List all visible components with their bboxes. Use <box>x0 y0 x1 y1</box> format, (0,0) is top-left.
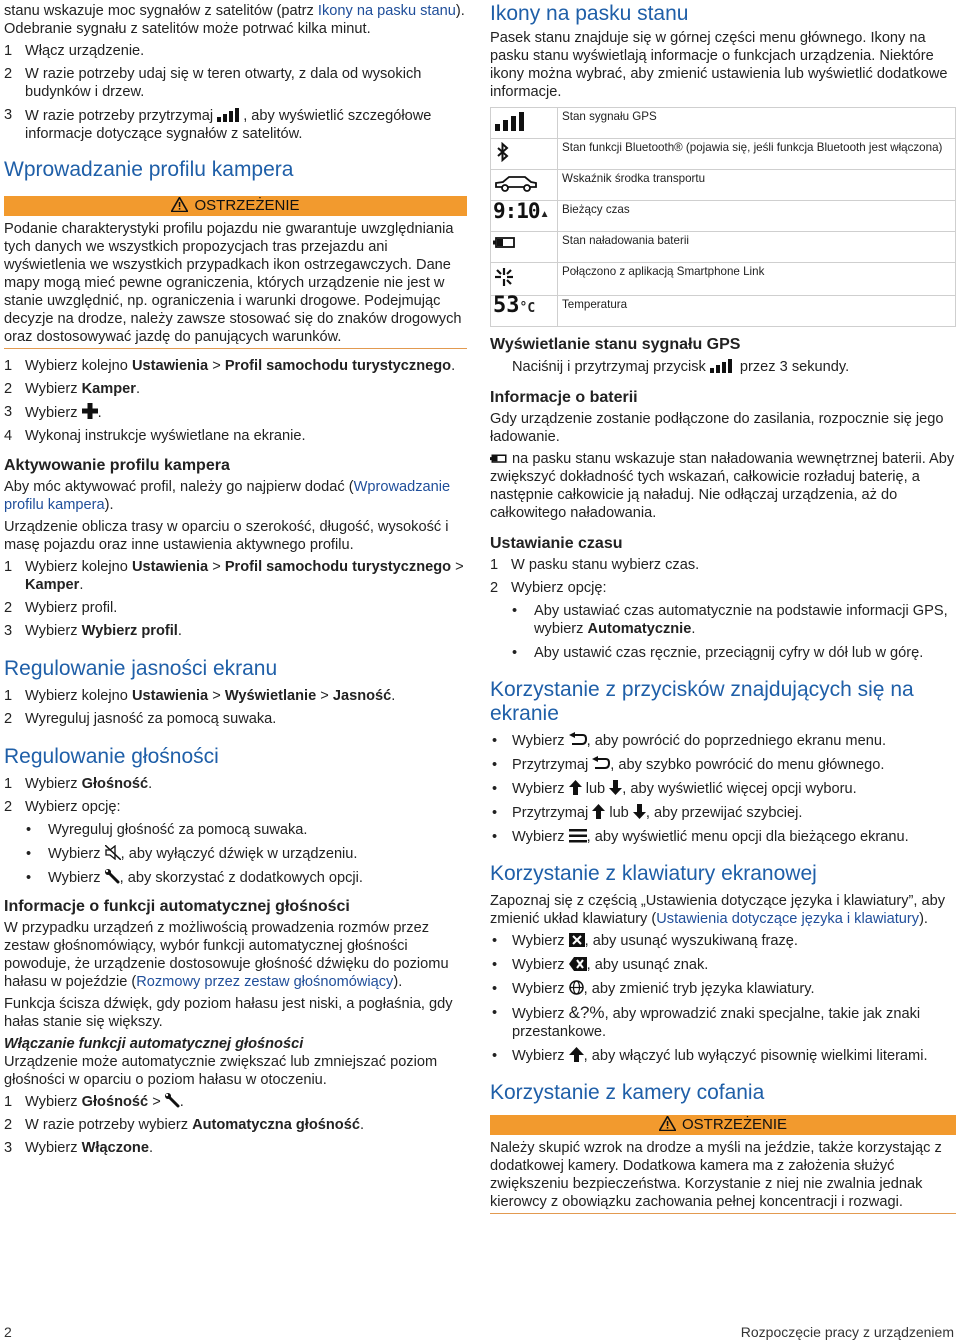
clear-icon <box>569 933 585 947</box>
auto-volume-paragraph-1: W przypadku urządzeń z możliwością prowadzenia rozmów przez zestaw głośnomówiący, wybór funkcji automatycznej głośności powoduje, że urządzenie dostosowuje głośność dźwięku do poziomu hałasu w pojeździe (Rozmowy przez zestaw głośnomówiący). <box>4 920 449 990</box>
auto-volume-paragraph-3: Urządzenie może automatycznie zwiększać lub zmniejszać poziom głośności w oparciu o poziom hałasu w otoczeniu. <box>4 1054 438 1088</box>
table-cell: Wskaźnik środka transportu <box>558 170 956 201</box>
status-icon-table <box>490 107 956 327</box>
symbols-icon: &?% <box>568 1003 605 1022</box>
keyboard-heading: Korzystanie z klawiatury ekranowej <box>490 862 817 885</box>
clock-icon: 9:10 <box>493 199 540 223</box>
status-icons-heading: Ikony na pasku stanu <box>490 2 689 25</box>
table-cell: Połączono z aplikacją Smartphone Link <box>558 263 956 296</box>
volume-option-tools: • Wybierz , aby skorzystać z dodatkowych opcji. <box>4 869 467 887</box>
wrench-icon <box>105 869 120 884</box>
keyboard-tip-symbols: • Wybierz &?%, aby wprowadzić znaki specjalne, takie jak znaki przestankowe. <box>490 1004 956 1041</box>
link-status-icons[interactable]: Ikony na pasku stanu <box>317 3 456 19</box>
intro-paragraph: stanu wskazuje moc sygnałów z satelitów (patrz Ikony na pasku stanu). Odebranie sygnału z satelitów może potrwać kilka minut. <box>4 3 465 37</box>
keyboard-tip-language: • Wybierz , aby zmienić tryb języka klawiatury. <box>490 980 956 998</box>
volume-step-1: 1 Wybierz Głośność. <box>4 776 153 792</box>
camera-warning-text: Należy skupić wzrok na drodze a myśli na jeździe, także korzystając z dodatkowej kamery. Dodatkowa kamera ma z założenia służyć zwiększeniu bezpieczeństwa. Korzystanie z niej nie zwalnia jednak kierowcy z obowiązku zachowania pełnej koncentracji i rozwagi. <box>490 1139 956 1214</box>
camera-warning-banner: OSTRZEŻENIE <box>490 1115 956 1135</box>
auto-volume-step-2: 2 W razie potrzeby wybierz Automatyczna głośność. <box>4 1117 364 1133</box>
buttons-heading: Korzystanie z przycisków znajdujących się na ekranie <box>490 678 914 725</box>
button-tip-home: • Przytrzymaj , aby szybko powrócić do menu głównego. <box>490 756 956 774</box>
warning-icon <box>171 197 188 212</box>
auto-volume-paragraph-2: Funkcja ścisza dźwięk, gdy poziom hałasu jest niski, a pogłaśnia, gdy hałas stanie się większy. <box>4 996 453 1030</box>
volume-option-slider: • Wyreguluj głośność za pomocą suwaka. <box>4 821 467 839</box>
intro-step-2: 2 W razie potrzeby udaj się w teren otwarty, z dala od wysokich budynków i drzew. <box>4 66 422 100</box>
table-row <box>491 139 956 170</box>
volume-heading: Regulowanie głośności <box>4 745 219 768</box>
wrench-icon <box>165 1093 180 1108</box>
warning-icon <box>659 1116 676 1131</box>
profile-step-4: 4 Wykonaj instrukcje wyświetlane na ekranie. <box>4 428 306 444</box>
back-icon <box>592 756 610 771</box>
gps-signal-icon <box>710 357 736 373</box>
table-row <box>491 108 956 139</box>
table-row: 53°C Temperatura <box>491 296 956 327</box>
left-column <box>4 0 467 1162</box>
activate-step-2: 2 Wybierz profil. <box>4 600 118 616</box>
table-row: 9:10▲ Bieżący czas <box>491 201 956 232</box>
battery-paragraph-2: na pasku stanu wskazuje stan naładowania wewnętrznej baterii. Aby zwiększyć dokładność tych wskazań, całkowicie rozładuj baterię, a następnie całkowicie ją naładuj. Nie odłączaj urządzenia, aż do całkowitego naładowania. <box>490 451 955 521</box>
brightness-step-2: 2 Wyreguluj jasność za pomocą suwaka. <box>4 711 277 727</box>
keyboard-paragraph: Zapoznaj się z częścią „Ustawienia dotyczące języka i klawiatury”, aby zmienić układ klawiatury (Ustawienia dotyczące języka i klawiatury). <box>490 893 946 927</box>
keyboard-tip-backspace: • Wybierz , aby usunąć znak. <box>490 956 956 974</box>
time-heading: Ustawianie czasu <box>490 535 623 552</box>
intro-step-3: 3 W razie potrzeby przytrzymaj , aby wyświetlić szczegółowe informacje dotyczące sygnałów z satelitów. <box>4 107 432 142</box>
camera-heading: Korzystanie z kamery cofania <box>490 1081 765 1104</box>
table-cell: Stan sygnału GPS <box>558 108 956 139</box>
intro-step-1: 1 Włącz urządzenie. <box>4 43 145 59</box>
warning-banner: OSTRZEŻENIE <box>4 196 467 216</box>
profile-heading: Wprowadzanie profilu kampera <box>4 158 294 181</box>
table-cell: Stan funkcji Bluetooth® (pojawia się, jeśli funkcja Bluetooth jest włączona) <box>558 139 956 170</box>
car-icon <box>493 173 539 193</box>
activate-step-3: 3 Wybierz Wybierz profil. <box>4 623 182 639</box>
activate-heading: Aktywowanie profilu kampera <box>4 457 230 474</box>
auto-volume-step-3: 3 Wybierz Włączone. <box>4 1140 154 1156</box>
time-step-2: 2 Wybierz opcję: <box>490 580 607 596</box>
button-tip-back: • Wybierz , aby powrócić do poprzedniego ekranu menu. <box>490 732 956 750</box>
keyboard-tip-clear: • Wybierz , aby usunąć wyszukiwaną frazę. <box>490 932 956 950</box>
auto-volume-heading: Informacje o funkcji automatycznej głośności <box>4 898 350 915</box>
volume-option-mute: • Wybierz , aby wyłączyć dźwięk w urządzeniu. <box>4 845 467 863</box>
plus-icon <box>82 403 98 419</box>
battery-heading: Informacje o baterii <box>490 389 638 406</box>
battery-icon <box>490 453 508 465</box>
shift-icon <box>569 1047 584 1062</box>
gps-status-heading: Wyświetlanie stanu sygnału GPS <box>490 336 741 353</box>
status-icons-paragraph: Pasek stanu znajduje się w górnej części menu głównego. Ikony na pasku stanu wyświetlają informacje o funkcjach urządzenia. Niektóre ikony można wybrać, aby zmienić ustawienia lub wyświetlić dodatkowe informacje. <box>490 30 948 100</box>
gps-signal-icon <box>493 111 533 131</box>
gps-status-paragraph: Naciśnij i przytrzymaj przycisk przez 3 sekundy. <box>512 359 850 375</box>
table-cell: Temperatura <box>558 296 956 327</box>
page-number: 2 <box>4 1324 12 1340</box>
profile-step-3: 3 Wybierz . <box>4 404 102 421</box>
time-option-auto: • Aby ustawiać czas automatycznie na podstawie informacji GPS, wybierz Automatycznie. <box>490 602 956 638</box>
brightness-heading: Regulowanie jasności ekranu <box>4 657 278 680</box>
right-column <box>490 0 956 1222</box>
time-option-manual: • Aby ustawić czas ręcznie, przeciągnij cyfry w dół lub w górę. <box>490 644 956 662</box>
activate-step-1: 1 Wybierz kolejno Ustawienia > Profil samochodu turystycznego > Kamper. <box>4 559 464 593</box>
battery-icon <box>493 235 517 251</box>
profile-step-1: 1 Wybierz kolejno Ustawienia > Profil samochodu turystycznego. <box>4 358 456 374</box>
warning-text: Podanie charakterystyki profilu pojazdu nie gwarantuje uwzględniania tych danych we wszystkich propozycjach tras przejazdu ani wyświetlenia we wszystkich przypadkach ikon ostrzegawczych. Dane mapy mogą mieć pewne ograniczenia, których urządzenie nie jest w stanie uwzględnić, np. ograniczenia i warunki drogowe. Podejmując decyzje na drodze, należy zawsze stosować się do znaków drogowych oraz dostosowywać jazdę do panujących warunków. <box>4 220 467 349</box>
time-step-1: 1 W pasku stanu wybierz czas. <box>490 557 700 573</box>
bluetooth-icon <box>493 142 513 162</box>
table-row <box>491 232 956 263</box>
back-icon <box>569 732 587 747</box>
table-cell: Stan naładowania baterii <box>558 232 956 263</box>
button-tip-menu: • Wybierz , aby wyświetlić menu opcji dla bieżącego ekranu. <box>490 828 956 846</box>
table-row <box>491 170 956 201</box>
temperature-icon: 53 <box>493 293 520 318</box>
gps-signal-icon <box>217 106 243 122</box>
profile-step-2: 2 Wybierz Kamper. <box>4 381 141 397</box>
arrow-down-icon <box>609 780 622 795</box>
auto-volume-step-1: 1 Wybierz Głośność > . <box>4 1094 184 1110</box>
arrow-up-icon <box>569 780 582 795</box>
link-language-keyboard[interactable]: Ustawienia dotyczące języka i klawiatury <box>656 911 920 927</box>
button-tip-scroll: • Przytrzymaj lub , aby przewijać szybciej. <box>490 804 956 822</box>
button-tip-more-options: • Wybierz lub , aby wyświetlić więcej opcji wyboru. <box>490 780 956 798</box>
activate-paragraph-2: Urządzenie oblicza trasy w oparciu o szerokość, długość, wysokość i masę pojazdu oraz inne ustawienia aktywnego profilu. <box>4 519 449 553</box>
activate-paragraph-1: Aby móc aktywować profil, należy go najpierw dodać (Wprowadzanie profilu kampera). <box>4 479 451 513</box>
smartphone-link-icon <box>493 266 515 288</box>
auto-volume-subheading: Włączanie funkcji automatycznej głośności <box>4 1036 304 1052</box>
battery-paragraph-1: Gdy urządzenie zostanie podłączone do zasilania, rozpocznie się jego ładowanie. <box>490 411 944 445</box>
arrow-down-icon <box>633 804 646 819</box>
keyboard-tip-shift: • Wybierz , aby włączyć lub wyłączyć pisownię wielkimi literami. <box>490 1047 956 1065</box>
link-profile-entry[interactable]: Wprowadzanie profilu kampera <box>4 479 451 513</box>
footer-section-title: Rozpoczęcie pracy z urządzeniem <box>740 1324 954 1340</box>
arrow-up-icon <box>592 804 605 819</box>
link-handsfree-calls[interactable]: Rozmowy przez zestaw głośnomówiący <box>136 974 394 990</box>
mute-icon <box>105 845 121 860</box>
volume-step-2: 2 Wybierz opcję: <box>4 799 121 815</box>
globe-icon <box>569 980 584 995</box>
brightness-step-1: 1 Wybierz kolejno Ustawienia > Wyświetlanie > Jasność. <box>4 688 396 704</box>
menu-icon <box>569 829 587 843</box>
backspace-icon <box>569 957 587 971</box>
table-row <box>491 263 956 296</box>
table-cell: Bieżący czas <box>558 201 956 232</box>
